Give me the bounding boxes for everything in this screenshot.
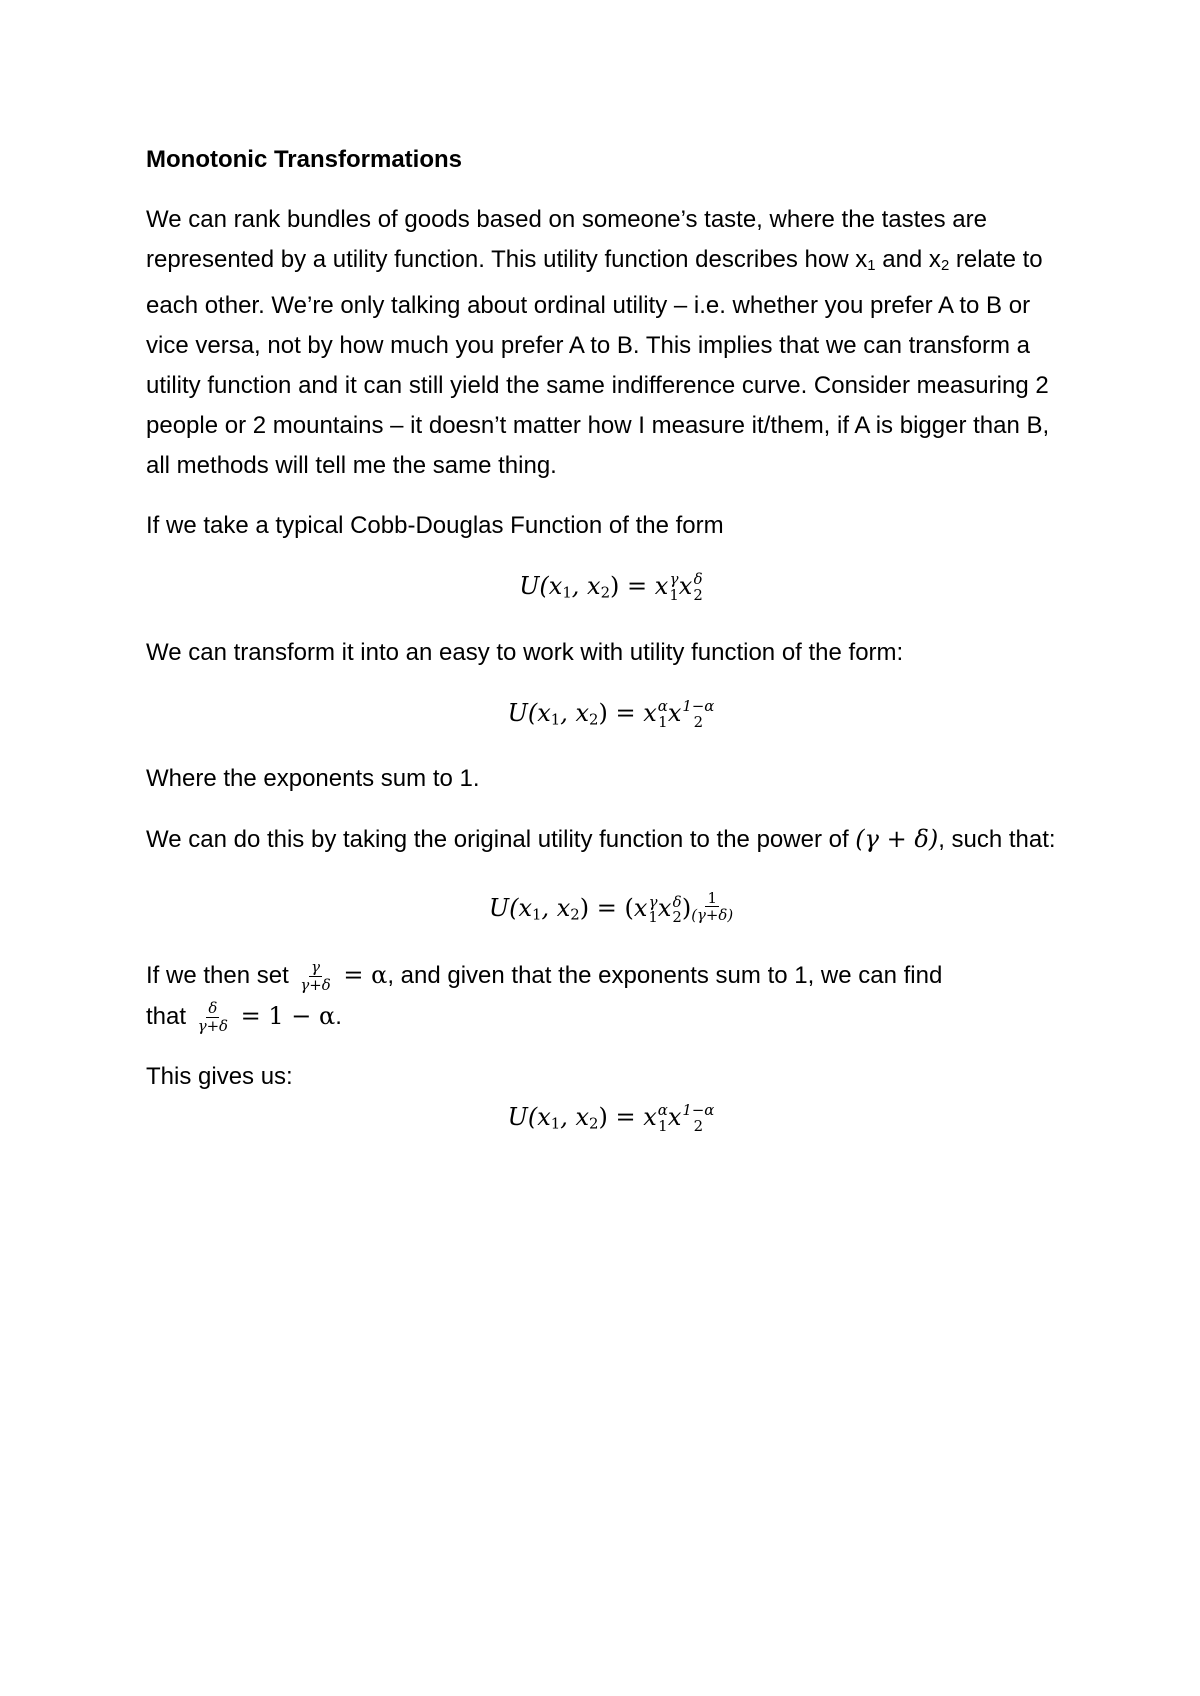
fraction-numerator: 1 [707,889,717,908]
eq-exponent: δ [672,892,682,911]
eq-exponent: 1−α [682,696,715,715]
eq-lhs: , x [541,894,571,923]
eq-supsub [648,892,658,927]
paragraph-text: We can rank bundles of goods based on someone’s taste, where the tastes are represented by a utility function. This utility function describes how x [146,206,987,273]
paragraph-text: that [146,1003,193,1031]
eq-subscript: 1 [658,1117,668,1136]
eq-subscript: 2 [693,1117,704,1136]
eq-base: x [667,1103,682,1132]
subscript-1: 1 [867,257,876,274]
eq-base: x [654,571,669,600]
eq-subscript: 1 [648,908,658,927]
eq-equals: ) = [598,1103,644,1132]
paragraph-exponents-sum: Where the exponents sum to 1. [146,765,480,793]
eq-supsub [693,572,702,603]
eq-subscript: 2 [672,908,682,927]
equation-cobb-douglas [146,566,1076,613]
eq-exponent: α [657,696,668,715]
eq-lhs: , x [560,1103,590,1132]
eq-lhs: U(x [519,571,563,600]
eq-equals: ) = [610,571,655,600]
paragraph-text: relate to each other. We’re only talking about ordinal utility – i.e. whether you prefer A to B or vice versa, not by how much you prefer A to B. This implies that we can transform a utility function and it can still yield the same indifference curve. Consider measuring 2 people or 2 mountains – it doesn’t matter how I measure it/them, if A is bigger than B, all methods will tell me the same thing. [146,246,1050,479]
eq-supsub [669,572,678,603]
eq-exponent: 1−α [682,1101,715,1120]
eq-exponent: α [657,1101,668,1120]
paragraph-text: , such that: [938,826,1056,854]
paragraph-text: We can do this by taking the original utility function to the power of [146,826,856,854]
eq-base: x [643,1103,657,1132]
eq-base: x [657,894,672,923]
eq-sub: 1 [550,710,561,729]
paragraph-text: , and given that the exponents sum to 1, we can find [387,962,943,990]
subscript-2: 2 [940,257,950,274]
eq-lhs: U(x [507,698,551,727]
fraction-denominator: (γ+δ) [691,906,734,925]
eq-lhs: , x [560,698,590,727]
eq-subscript: 2 [693,585,703,604]
equation-result [146,1097,1076,1144]
eq-subscript: 1 [669,585,679,604]
eq-supsub [657,696,668,731]
paragraph-gives-us: This gives us: [146,1063,293,1091]
fraction-numerator: γ [311,958,321,977]
fraction-denominator: γ+δ [197,1017,229,1036]
paragraph-cobb-douglas: If we take a typical Cobb-Douglas Function of the form [146,511,724,539]
paragraph-transform: We can transform it into an easy to work with utility function of the form: [146,638,904,666]
inline-math: = 1 − α [233,1002,336,1031]
eq-supsub [682,1103,714,1134]
inline-fraction [298,959,332,994]
eq-supsub [658,1103,668,1134]
paragraph-ordinal-utility [146,200,1076,486]
eq-equals: ) = [598,698,644,727]
paragraph-power [146,819,1076,860]
eq-lhs: U(x [488,894,532,923]
inline-math: (γ + δ) [855,825,939,854]
fraction-denominator: γ+δ [300,976,331,995]
paragraph-text: . [335,1003,342,1031]
eq-sub: 1 [562,583,572,602]
equation-power [146,888,1076,935]
eq-equals: ) = ( [579,894,634,923]
eq-exponent: γ [648,892,658,911]
paragraph-text: If we then set [146,962,296,990]
fraction-numerator: δ [208,999,218,1018]
document-title: Monotonic Transformations [146,146,463,173]
eq-sub: 1 [531,906,542,925]
paragraph-set-alpha [146,955,1076,1037]
eq-sub: 2 [570,906,580,925]
eq-subscript: 1 [658,712,668,731]
equation-normalized [146,693,1076,740]
eq-sub: 2 [600,583,611,602]
eq-base: x [667,698,682,727]
eq-paren: ) [681,894,692,923]
paragraph-text: and x [875,246,941,273]
eq-base: x [633,894,648,923]
eq-exponent: γ [669,570,679,589]
eq-supsub [682,696,715,731]
inline-fraction [196,1000,230,1035]
eq-base: x [678,571,693,600]
eq-lhs: , x [571,571,601,600]
eq-subscript: 2 [693,712,704,731]
eq-base: x [643,698,657,727]
eq-fraction-exponent [691,890,733,924]
inline-math: = α [335,961,388,990]
eq-supsub [672,892,682,927]
eq-exponent: δ [693,570,703,589]
eq-sub: 2 [589,1114,599,1133]
eq-sub: 2 [589,710,599,729]
eq-lhs: U(x [507,1103,551,1132]
eq-sub: 1 [550,1114,561,1133]
document-body [146,140,1076,1164]
